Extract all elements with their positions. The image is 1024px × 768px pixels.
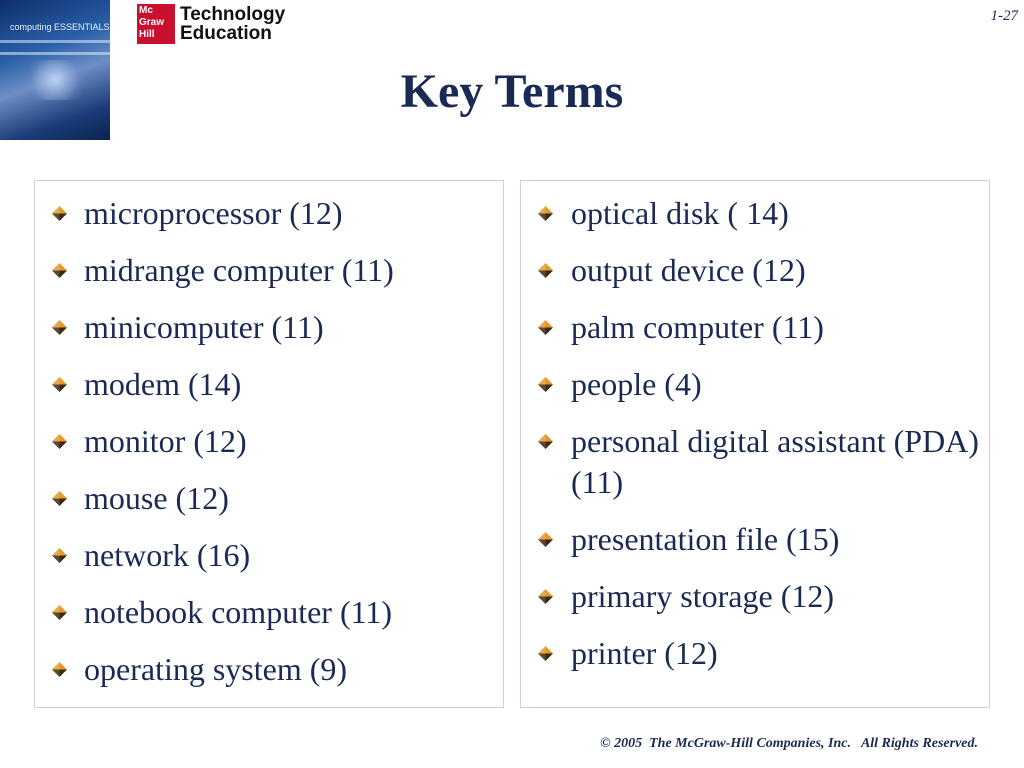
term-list-item [521, 519, 989, 560]
term-text: output device (12) [571, 252, 806, 288]
term-text: mouse (12) [84, 480, 229, 516]
term-list-item [35, 592, 503, 633]
term-list-item [521, 421, 989, 503]
diamond-bullet-icon [538, 532, 553, 547]
term-text: midrange computer (11) [84, 252, 394, 288]
right-term-column [520, 180, 990, 708]
diamond-bullet-icon [52, 206, 67, 221]
term-text: presentation file (15) [571, 521, 840, 557]
diamond-bullet-icon [538, 320, 553, 335]
diamond-bullet-icon [52, 605, 67, 620]
term-text: palm computer (11) [571, 309, 824, 345]
term-list-item [35, 307, 503, 348]
term-list-item [521, 576, 989, 617]
diamond-bullet-icon [52, 320, 67, 335]
diamond-bullet-icon [52, 491, 67, 506]
diamond-bullet-icon [52, 377, 67, 392]
diamond-bullet-icon [52, 662, 67, 677]
term-text: printer (12) [571, 635, 718, 671]
term-text: notebook computer (11) [84, 594, 393, 630]
term-text: operating system (9) [84, 651, 348, 687]
right-term-list [521, 181, 989, 674]
term-list-item [521, 250, 989, 291]
diamond-bullet-icon [538, 589, 553, 604]
term-text: microprocessor (12) [84, 195, 343, 231]
copyright-footer: © 2005 The McGraw-Hill Companies, Inc. All Rights Reserved. [600, 736, 978, 751]
diamond-bullet-icon [52, 263, 67, 278]
diamond-bullet-icon [538, 646, 553, 661]
term-text: personal digital assistant (PDA) (11) [571, 423, 979, 500]
logo-mark: Mc Graw Hill [137, 4, 175, 44]
left-term-column [34, 180, 504, 708]
diamond-bullet-icon [52, 548, 67, 563]
diamond-bullet-icon [538, 434, 553, 449]
term-list-item [35, 478, 503, 519]
left-term-list [35, 181, 503, 690]
diamond-bullet-icon [538, 263, 553, 278]
term-text: monitor (12) [84, 423, 247, 459]
diamond-bullet-icon [538, 377, 553, 392]
term-list-item [521, 633, 989, 674]
slide-number: 1-27 [990, 8, 1018, 24]
diamond-bullet-icon [52, 434, 67, 449]
page-title: Key Terms [400, 65, 624, 118]
publisher-logo [137, 4, 285, 44]
term-list-item [35, 364, 503, 405]
term-list-item [35, 535, 503, 576]
term-text: modem (14) [84, 366, 242, 402]
term-list-item [35, 250, 503, 291]
diamond-bullet-icon [538, 206, 553, 221]
cover-stripe [0, 40, 110, 43]
cover-title: computing ESSENTIALS [10, 22, 110, 32]
term-list-item [521, 364, 989, 405]
term-list-item [35, 193, 503, 234]
term-list-item [35, 421, 503, 462]
cover-stripe [0, 52, 110, 55]
term-text: minicomputer (11) [84, 309, 324, 345]
logo-text: Technology Education [180, 4, 286, 44]
term-list-item [521, 193, 989, 234]
term-list-item [521, 307, 989, 348]
term-text: optical disk ( 14) [571, 195, 789, 231]
term-text: primary storage (12) [571, 578, 835, 614]
term-list-item [35, 649, 503, 690]
term-text: network (16) [84, 537, 251, 573]
term-text: people (4) [571, 366, 702, 402]
